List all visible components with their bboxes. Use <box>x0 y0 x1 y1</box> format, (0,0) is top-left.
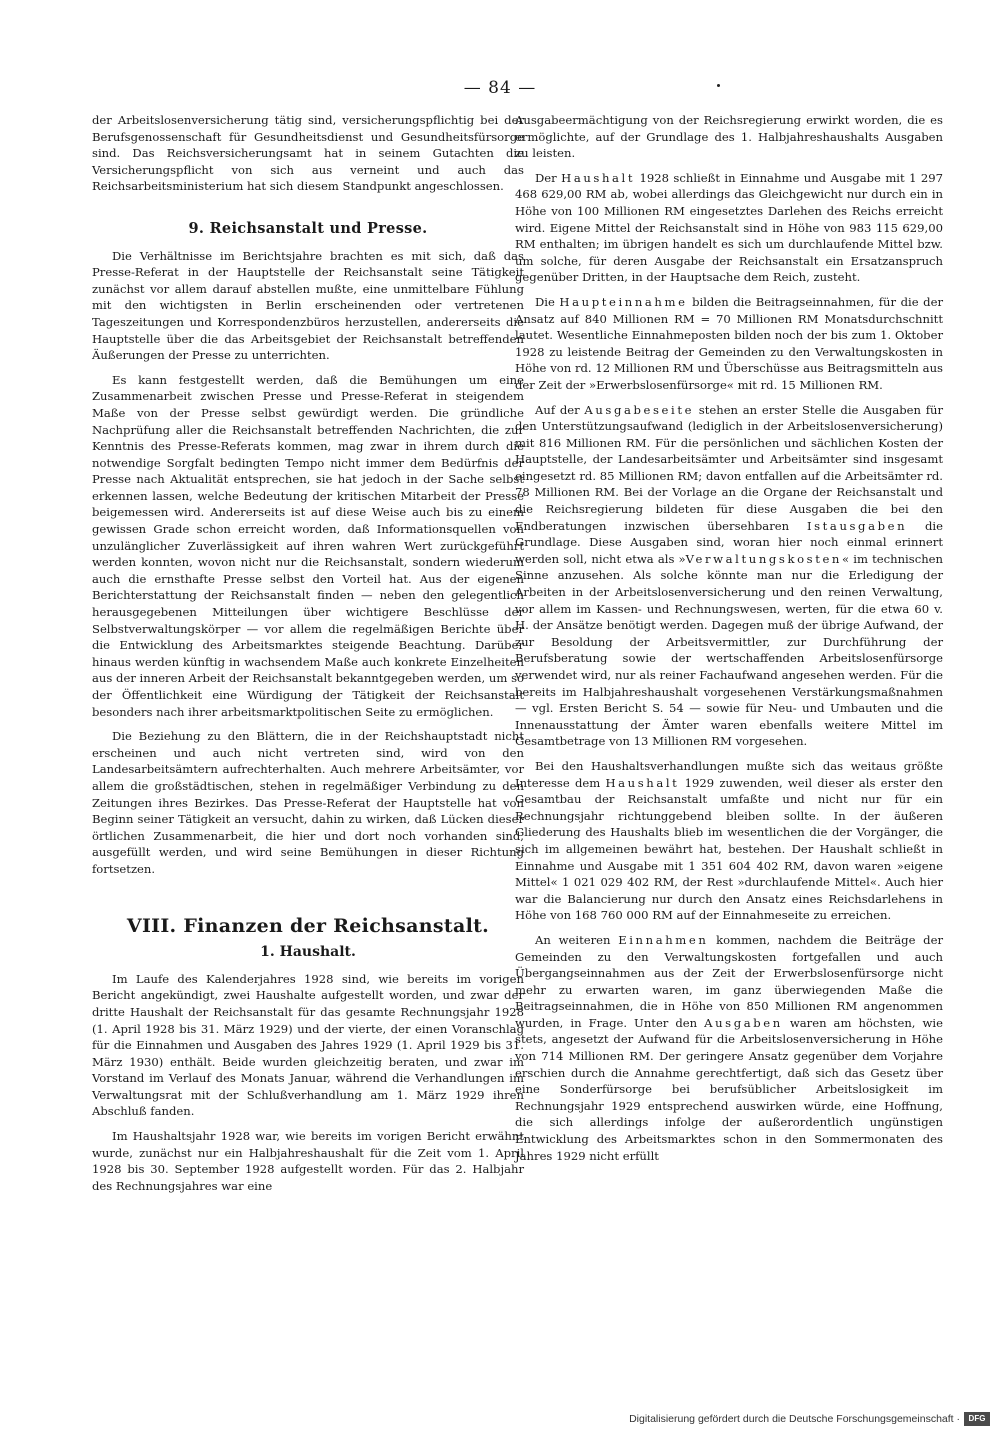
paragraph: An weiteren Einnahmen kommen, nachdem die Beiträge der Gemeinden zu den Verwaltungskosten fortgefallen und auch Übergangseinnahmen aus der Zeit der Erwerbslosenfürsorge nicht mehr zu erwarten waren, im ganz überwiegenden Maße die Beitragseinnahmen, die in Höhe von 850 Millionen RM angenommen wurden, in Frage. Unter den Ausgaben waren am höchsten, wie stets, angesetzt der Aufwand für die Arbeitslosenversicherung in Höhe von 714 Millionen RM. Der geringere Ansatz gegenüber dem Vorjahre erschien durch die Annahme gerechtfertigt, daß sich das Gesetz über eine Sonderfürsorge bei berufsüblicher Arbeitslosigkeit im Rechnungsjahr 1929 entsprechend auswirken würde, eine Hoffnung, die sich allerdings infolge der außerordentlich ungünstigen Entwicklung des Arbeitsmarktes schon in den Sommermonaten des Jahres 1929 nicht erfüllt <box>515 932 943 1163</box>
page-number: — 84 — <box>463 78 537 98</box>
paragraph: Im Laufe des Kalenderjahres 1928 sind, wie bereits im vorigen Bericht angekündigt, zwei Haushalte aufgestellt worden, und zwar der dritte Haushalt der Reichsanstalt für das gesamte Rechnungsjahr 1928 (1. April 1928 bis 31. März 1929) und der vierte, der einen Voranschlag für die Einnahmen und Ausgaben des Jahres 1929 (1. April 1929 bis 31. März 1930) enthält. Beide wurden gleichzeitig beraten, und zwar im Vorstand im Verlauf des Monats Januar, während die Verhandlungen im Verwaltungsrat mit der Schlußverhandlung am 1. März 1929 ihren Abschluß fanden. <box>92 971 524 1119</box>
spaced-term: Haupteinnahme <box>559 294 688 309</box>
right-column <box>515 112 943 1172</box>
paragraph: Im Haushaltsjahr 1928 war, wie bereits im vorigen Bericht erwähnt wurde, zunächst nur ein Halbjahreshaushalt für die Zeit vom 1. April 1928 bis 30. September 1928 aufgestellt worden. Für das 2. Halbjahr des Rechnungsjahres war eine <box>92 1129 524 1193</box>
paragraph: Bei den Haushaltsverhandlungen mußte sich das weitaus größte Interesse dem Haushalt 1929 zuwenden, weil dieser als erster den Gesamtbau der Reichsanstalt umfaßte und nicht nur für ein Rechnungsjahr richtunggebend bleiben sollte. In der äußeren Gliederung des Haushalts blieb im wesentlichen die der Vorgänger, die sich im allgemeinen bewährt hat, bestehen. Der Haushalt schließt in Einnahme und Ausgabe mit 1 351 604 402 RM, davon waren »eigene Mittel« 1 021 029 402 RM, der Rest »durchlaufende Mittel«. Auch hier war die Balancierung nur durch den Ansatz eines Reichsdarlehens in Höhe von 168 760 000 RM auf der Einnahmeseite zu erreichen. <box>515 758 943 923</box>
left-column <box>92 112 524 1202</box>
digitization-footer <box>629 1412 990 1426</box>
paragraph: Die Verhältnisse im Berichtsjahre brachten es mit sich, daß das Presse-Referat in der Hauptstelle der Reichsanstalt seine Tätigkeit zunächst vor allem darauf abstellen mußte, eine unmittelbare Fühlung mit den wichtigsten in Berlin erscheinenden oder vertretenen Tageszeitungen und Korrespondenzbüros herzustellen, andererseits die Hauptstelle über die das Arbeitsgebiet der Reichsanstalt betreffenden Äußerungen der Presse zu unterrichten. <box>92 248 524 363</box>
stray-mark <box>717 84 720 87</box>
spaced-term: Verwaltungskosten <box>685 551 843 566</box>
dfg-logo-icon: DFG <box>964 1412 990 1426</box>
subsection-heading-haushalt: 1. Haushalt. <box>260 944 356 961</box>
paragraph: Es kann festgestellt werden, daß die Bemühungen um eine Zusammenarbeit zwischen Presse und Presse-Referat in steigendem Maße von der Presse selbst gewürdigt werden. Die gründliche Nachprüfung aller die Reichsanstalt betreffenden Nachrichten, die zur Kenntnis des Presse-Referats kommen, mag zwar in ihrem durch die notwendige Sorgfalt bedingten Tempo nicht immer dem Bedürfnis der Presse nach Aktualität entsprechen, sie hat jedoch in der Sache selbst erkennen lassen, welche Bedeutung der kritischen Mitarbeit der Presse beigemessen wird. Andererseits ist auf diese Weise auch bis zu einem gewissen Grade schon erreicht worden, daß Informationsquellen von unzulänglicher Zuverlässigkeit auf ihren wahren Wert zurückgeführt werden konnten, wovon nicht nur die Reichsanstalt, sondern wiederum auch die ernsthafte Presse selbst den Vorteil hat. Aus der eigenen Berichterstattung der Reichsanstalt finden — neben den gelegentlich herausgegebenen Mitteilungen über wichtigere Beschlüsse der Selbstverwaltungskörper — vor allem die regelmäßigen Berichte über die Entwicklung des Arbeitsmarktes steigende Beachtung. Darüber hinaus werden künftig in wachsendem Maße auch konkrete Einzelheiten aus der inneren Arbeit der Reichsanstalt bekanntgegeben werden, um so der Öffentlichkeit eine Würdigung der Tätigkeit der Reichsanstalt besonders nach ihrer arbeitsmarktpolitischen Seite zu ermöglichen. <box>92 372 524 719</box>
paragraph: Der Haushalt 1928 schließt in Einnahme und Ausgabe mit 1 297 468 629,00 RM ab, wobei allerdings das Gleichgewicht nur durch ein in Höhe von 100 Millionen RM eingesetztes Darlehen des Reichs erreicht wird. Eigene Mittel der Reichsanstalt sind in Höhe von 983 115 629,00 RM enthalten; im übrigen handelt es sich um durchlaufende Mittel bzw. um solche, für deren Ausgabe der Reichsanstalt ein Ersatzanspruch gegenüber Dritten, in der Hauptsache dem Reich, zusteht. <box>515 170 943 285</box>
section-heading-presse: 9. Reichsanstalt und Presse. <box>188 219 428 237</box>
paragraph-continuation: Ausgabeermächtigung von der Reichsregierung erwirkt worden, die es ermöglichte, auf der Grundlage des 1. Halbjahreshaushalts Ausgaben zu leisten. <box>515 113 943 161</box>
footer-text: Digitalisierung gefördert durch die Deutsche Forschungsgemeinschaft · <box>629 1413 960 1425</box>
paragraph-continuation: der Arbeitslosenversicherung tätig sind, versicherungspflichtig bei der Berufsgenossenschaft für Gesundheitsdienst und Gesundheitsfürsorge sind. Das Reichsversicherungsamt hat in seinem Gutachten die Versicherungspflicht von sich aus verneint und auch das Reichsarbeitsministerium hat sich diesem Standpunkt angeschlossen. <box>92 113 524 194</box>
spaced-term: Ausgaben <box>704 1015 783 1030</box>
spaced-term: Istausgaben <box>806 518 908 533</box>
chapter-heading-finanzen: VIII. Finanzen der Reichsanstalt. <box>126 914 490 937</box>
paragraph: Auf der Ausgabeseite stehen an erster Stelle die Ausgaben für den Unterstützungsaufwand (lediglich in der Arbeitslosenversicherung) mit 816 Millionen RM. Für die persönlichen und sächlichen Kosten der Hauptstelle, der Landesarbeitsämter und Arbeitsämter sind insgesamt eingesetzt rd. 85 Millionen RM; davon entfallen auf die Arbeitsämter rd. 78 Millionen RM. Bei der Vorlage an die Organe der Reichsanstalt und die Reichsregierung bildeten für diese Ausgaben die bei den Endberatungen inzwischen übersehbaren Istausgaben die Grundlage. Diese Ausgaben sind, woran hier noch einmal erinnert werden soll, nicht etwa als »Verwaltungskosten« im technischen Sinne anzusehen. Als solche könnte man nur die Erledigung der Arbeiten in der Arbeitslosenversicherung und den reinen Verwaltung, vor allem im Kassen- und Rechnungswesen, werten, für die etwa 60 v. H. der Ansätze benötigt werden. Dagegen muß der übrige Aufwand, der zur Besoldung der Arbeitsvermittler, zur Durchführung der Berufsberatung sowie der wertschaffenden Arbeitslosenfürsorge verwendet wird, nur als reiner Fachaufwand angesehen werden. Für die bereits im Halbjahreshaushalt vorgesehenen Verstärkungsmaßnahmen — vgl. Ersten Bericht S. 54 — sowie für Neu- und Umbauten und die Innenausstattung der Ämter waren ebenfalls weitere Mittel im Gesamtbetrage von 13 Millionen RM vorgesehen. <box>515 402 944 749</box>
spaced-term: Ausgabeseite <box>584 402 695 417</box>
paragraph: Die Haupteinnahme bilden die Beitragseinnahmen, für die der Ansatz auf 840 Millionen RM = 70 Millionen RM Monatsdurchschnitt lautet. Wesentliche Einnahmeposten bilden noch der bis zum 1. Oktober 1928 zu leistende Beitrag der Gemeinden zu den Verwaltungskosten in Höhe von rd. 12 Millionen RM und Überschüsse aus Beitragsmitteln aus der Zeit der »Erwerbslosenfürsorge« mit rd. 15 Millionen RM. <box>515 294 943 392</box>
spaced-term: Haushalt <box>605 775 680 790</box>
spaced-term: Einnahmen <box>618 932 709 947</box>
spaced-term: Haushalt <box>561 170 636 185</box>
paragraph: Die Beziehung zu den Blättern, die in der Reichshauptstadt nicht erscheinen und auch nicht vertreten sind, wird von den Landesarbeitsämtern aufrechterhalten. Auch mehrere Arbeitsämter, vor allem die großstädtischen, stehen in regelmäßiger Verbindung zu den Zeitungen ihres Bezirkes. Das Presse-Referat der Hauptstelle hat von Beginn seiner Tätigkeit an versucht, dahin zu wirken, daß Lücken dieser örtlichen Zusammenarbeit, die hier und dort noch vorhanden sind, ausgefüllt werden, und wird seine Bemühungen in dieser Richtung fortsetzen. <box>92 729 524 876</box>
